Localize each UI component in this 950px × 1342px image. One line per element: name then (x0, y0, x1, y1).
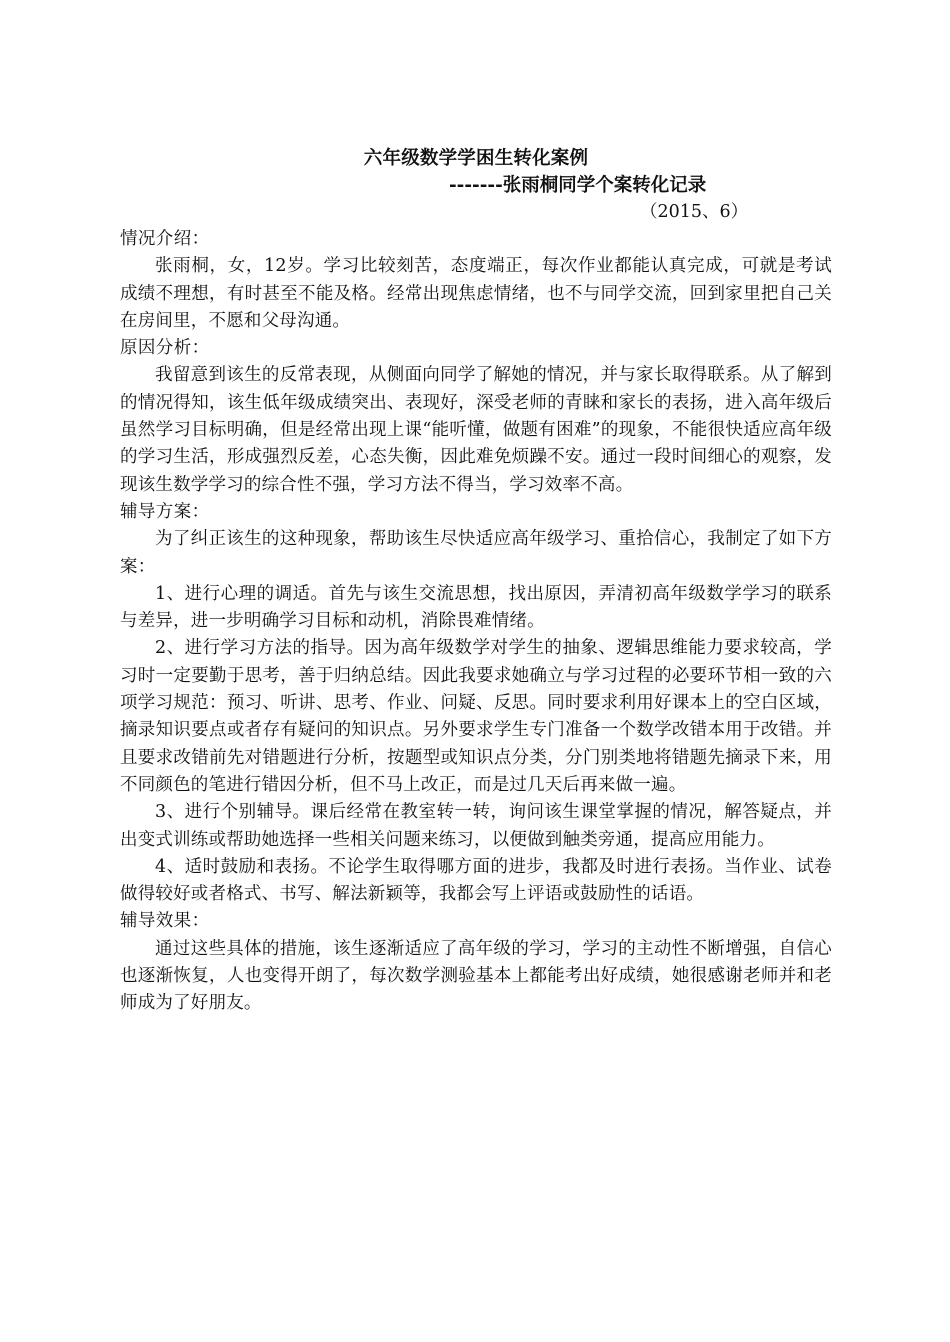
section-heading: 辅导效果： (120, 911, 210, 932)
section-heading: 原因分析： (120, 338, 210, 359)
section-cause-analysis (120, 335, 832, 499)
document-content (120, 145, 832, 1018)
section-paragraph: 张雨桐，女，12岁。学习比较刻苦，态度端正，每次作业都能认真完成，可就是考试成绩不理想，有时甚至不能及格。经常出现焦虑情绪，也不与同学交流，回到家里把自己关在房间里，不愿和父母沟通。 (120, 256, 832, 331)
section-paragraph: 为了纠正该生的这种现象，帮助该生尽快适应高年级学习、重拾信心，我制定了如下方案： (120, 529, 832, 577)
section-heading: 辅导方案： (120, 501, 210, 522)
document-date: （2015、6） (640, 202, 749, 222)
section-paragraph: 4、适时鼓励和表扬。不论学生取得哪方面的进步，我都及时进行表扬。当作业、试卷做得较好或者格式、书写、解法新颖等，我都会写上评语或鼓励性的话语。 (120, 856, 832, 905)
document-title: 六年级数学学困生转化案例 (363, 148, 589, 169)
section-paragraph: 1、进行心理的调适。首先与该生交流思想，找出原因，弄清初高年级数学学习的联系与差异，进一步明确学习目标和动机，消除畏难情绪。 (120, 583, 832, 632)
document-subtitle: -------张雨桐同学个案转化记录 (449, 175, 707, 196)
section-tutoring-result (120, 908, 832, 1017)
section-paragraph: 2、进行学习方法的指导。因为高年级数学对学生的抽象、逻辑思维能力要求较高，学习时一定要勤于思考，善于归纳总结。因此我要求她确立与学习过程的必要环节相一致的六项学习规范：预习、听讲、思考、作业、问疑、反思。同时要求利用好课本上的空白区域，摘录知识要点或者存有疑问的知识点。另外要求学生专门准备一个数学改错本用于改错。并且要求改错前先对错题进行分析，按题型或知识点分类，分门别类地将错题先摘录下来，用不同颜色的笔进行错因分析，但不马上改正，而是过几天后再来做一遍。 (120, 638, 832, 795)
section-situation (120, 226, 832, 335)
section-heading: 情况介绍： (120, 229, 210, 249)
section-tutoring-plan (120, 499, 832, 908)
section-paragraph: 我留意到该生的反常表现，从侧面向同学了解她的情况，并与家长取得联系。从了解到的情况得知，该生低年级成绩突出、表现好，深受老师的青睐和家长的表扬，进入高年级后虽然学习目标明确，但是经常出现上课“能听懂，做题有困难”的现象，不能很快适应高年级的学习生活，形成强烈反差，心态失衡，因此难免烦躁不安。通过一段时间细心的观察，发现该生数学学习的综合性不强，学习方法不得当，学习效率不高。 (120, 365, 832, 495)
section-paragraph: 通过这些具体的措施，该生逐渐适应了高年级的学习，学习的主动性不断增强，自信心也逐渐恢复，人也变得开朗了，每次数学测验基本上都能考出好成绩，她很感谢老师并和老师成为了好朋友。 (120, 938, 832, 1014)
section-paragraph: 3、进行个别辅导。课后经常在教室转一转，询问该生课堂掌握的情况，解答疑点，并出变式训练或帮助她选择一些相关问题来练习，以便做到触类旁通，提高应用能力。 (120, 802, 832, 850)
